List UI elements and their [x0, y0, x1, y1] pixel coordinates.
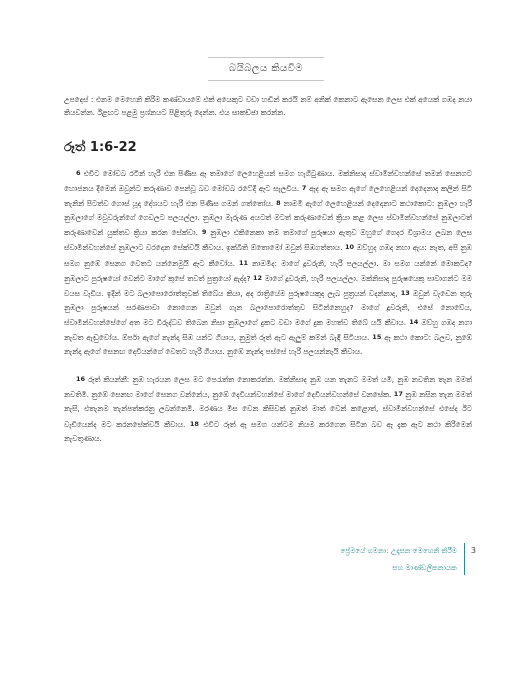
verse-number: 7	[301, 184, 307, 193]
page-number: 3	[470, 546, 476, 555]
verse-number: 10	[345, 243, 355, 252]
footer-divider	[464, 543, 465, 575]
passage-paragraph-2	[64, 372, 472, 445]
passage-paragraph-1	[64, 166, 472, 359]
verse-number: 13	[400, 288, 410, 297]
instructions-paragraph: උපදෙස් : එනම මෙහෙනි කිරීම කණ්ඩායමේ එක් අයෙකුට වඩා හඬින් කරයි නම් අනික් කෙනාට ඇසෙන ලෙස එක් අයෙක් ගඹද නයා කියවන්න. ඊළඟට පළමු ප්‍රශ්නයට පිළිතුරු දෙන්න. එය සාකච්ඡා කරන්න.	[64, 95, 472, 117]
verse-text: ඈ කථා කොට: බලව, නුඹේ නැන්දා ඇගේ සෙනඟ දෙවියන්ගේ වෙතට හැරී ගියාය. නුඹේ නැන්දා පස්සේ හැරී පලයන්නැයි කීවාය.	[64, 333, 472, 357]
verse-text: රූත් කියන්නී: නුඹ හැරයන ලෙස මට පෙරැත්ත නොකරන්න. මක්නිසාද නුඹ යන තැනට මමත් යමි, නුඹ නවතින තැන මමත් නවතිමි. නුඹේ සෙනඟ මාගේ සෙනග වන්නේය, නුඹේ දෙවියන්වහන්සේ මාගේ දෙවියන්වහන්සේ වනසේක.	[64, 375, 472, 400]
verse-text: නාඔමීද: මාගේ දූවරුනි, හැරී පලයල්ලා. මා සමග යන්නේ මොකටද? නුඹලාට පුරුෂයෝ වෙන්ට මාගේ කුසේ තවත් පුත්‍රයෝ ඇද්ද?	[64, 258, 472, 283]
verse-number: 17	[393, 390, 403, 399]
verse-text: ඔව්හු ගඹද නගා නැවත ඇඬුවෝය. ඕර්පා ඇගේ නැන්දා සිඹ යන්ට ගියාය, නුමුත් රූත් ඈට ඇලුම් කම්න් බැඳී සිටියාය.	[64, 317, 472, 343]
verse-number: 18	[189, 419, 199, 428]
page-title: බයිබලය කියවීම	[228, 63, 304, 74]
verse-text: නාඔමී ඇගේ ලෙහෙළියන් දෙදෙනාට කථාකොට: නුඹලා හැරී නුඹලාගේ මවුවරුන්ගේ ගෙවලට පලයල්ලා. නුඹලා මැරුණ අයටත් මටත් කරුණාවෙන් ක්‍රියා කළ ලෙස ස්වාමීන්වහන්සේ නුඹලාටත් කරුණාවෙන් යුක්තව ක්‍රියා කරන සේක්වා.	[64, 199, 472, 238]
verse-number: 16	[76, 375, 86, 384]
scripture-reference-heading: රූත් 1:6-22	[64, 140, 137, 155]
verse-number: 11	[238, 258, 249, 267]
verse-number: 12	[253, 273, 263, 282]
verse-text: එවිට මෝවබ රටින් හැරී එන පිණිස ඈ තමාගේ ලෙහෙළියන් සමග හැගිටුණාය. මක්නිසාද ස්වාමීන්වහන්සේ තමන් සෙනගට හොජනය දීමෙන් ඔවුන්ට කරුණාව පෙන්වූ බව මෝවබ රටේදී ඈට සැලවිය.	[64, 169, 472, 194]
verse-text: නුඹලා එකිනෙකා තම තමාගේ පුරුෂයා ඇතුව ඔහුගේ ගෙදර විශ්‍රාමය ලබන ලෙස ස්වාමීන්වහන්සේ නුඹලාට වරදෙන සේක්වයි කීවාය. ඉක්බිති ඕතොමෝ ඔවුන් සිඹගත්තාය.	[64, 228, 473, 253]
title-rule-bottom	[208, 80, 324, 81]
verse-text: මාගේ දූවරුනි, හැරී පලයල්ලා. මක්නිසාද පුරුෂයෙකු පාවාගන්ට මම වයස වැඩිය. ඉදින් මට බලාපොරොත්තුවක් තිබේය කියා, අද රාත්‍රියේම පුරුෂයෙකුද ලැබ පුත්‍රයන් වදන්නාද,	[64, 273, 472, 298]
verse-number: 8	[276, 199, 281, 208]
verse-number: 15	[372, 333, 382, 342]
verse-text: එවිට රූත් ඈ සමග යන්ටම නියම කරගෙන සිටින බව ඈ දැක ඈට කථා කිරීමෙන් නැවතුණාය.	[64, 419, 472, 443]
verse-text: ඔවුන් වැඩෙන තුරු නුඹලා පුරුෂයන් සරණපාවා නොගෙන ඔවුන් ගැන බලාපොරොත්තුව සිටින්නෙහුද? මාගේ දූවරුනි, එසේ නොවේය, ස්වාමීන්වහන්සේගේ අත මට විරුද්ධව තිබෙන නිසා නුඹලාගේ දුකට වඩා මගේ දුක මහත්ව තිබේ යයි කීවාය.	[64, 288, 472, 327]
verse-text: නුඹ නසින තැන මමත් නැසි, එතැනම තැන්පත්කරනු ලබන්නෙමි. මරණය මිස වෙන කිසිවක් නුඹත් මාත් වෙන් කළොත්, ස්වාමීන්වහන්සේ එසේද ඊට වැඩියෙන්ද මට කරනසේක්වයි කීවාය.	[64, 390, 472, 429]
footer-subtitle: සහ මාණ්ඩලිකනායක	[392, 563, 457, 572]
verse-number: 9	[201, 228, 207, 237]
scripture-passage	[64, 166, 472, 446]
verse-text: ඈද ඈ සමග ඇගේ ලෙහෙළියන් දෙදෙනාද කලින් සිටි තැනින් පිටත්ව ගොස් යූදා දේශයට හැරී එන පිණිස ගමන් ගත්තෝය.	[64, 184, 472, 209]
verse-number: 6	[76, 169, 81, 177]
verse-text: ඔව්හුද ගඹද නහා ඇය: නැත, අපි නුඹ සමග නුඹේ සෙනග වෙතට යන්නෙමුයි ඈට කීවෝය.	[64, 243, 472, 268]
title-rule-top	[208, 57, 324, 58]
verse-number: 14	[409, 317, 419, 326]
footer-series-title: ප්‍රේමයේ ගමනා: උදෑසන මෙහෙනි කිරීම	[340, 546, 457, 555]
